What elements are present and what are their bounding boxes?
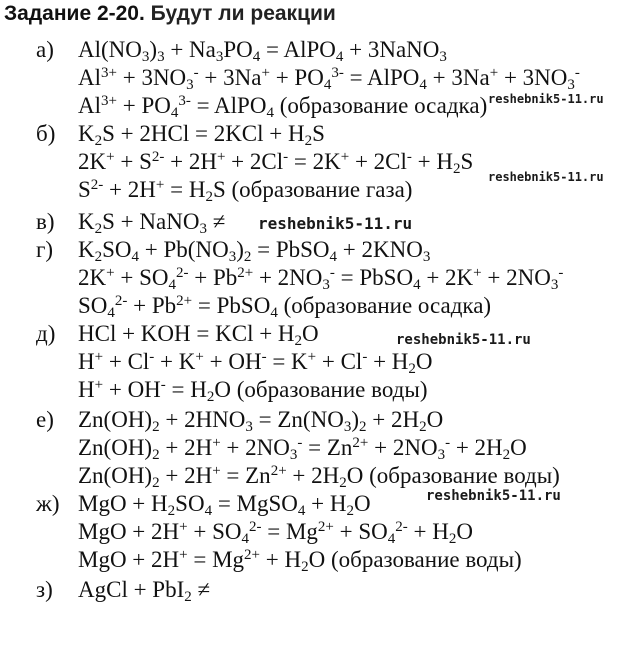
note-water: (образование воды) <box>369 463 560 488</box>
equation-zh-short-ionic: MgO + $2H^+ = Mg^{2+} + H_2O$ (образование воды) <box>78 547 522 575</box>
equation-a-full-ionic: $Al^{3+} + 3NO_3^- + 3Na^+ + PO_4^{3-}$ = AlPO$_4$ + $3Na^+ + 3NO_3^-$ <box>78 65 580 93</box>
task-title: Задание 2-20. Будут ли реакции <box>4 2 336 25</box>
equation-d-short-ionic: $H^+ + OH^- = H_2O$ (образование воды) <box>78 377 428 405</box>
equation-b-short-ionic: $S^{2-} + 2H^+ = H_2S$ (образование газа) <box>78 177 413 205</box>
equation-zh-molecular: MgO + $H_2SO_4$ = MgSO$_4$ + $H_2O$ <box>78 491 371 519</box>
section-label-a: а) <box>36 37 54 62</box>
equation-g-full-ionic: $2K^+ + SO_4^{2-} + Pb^{2+} + 2NO_3^-$ = PbSO$_4$ + $2K^+ + 2NO_3^-$ <box>78 265 564 293</box>
note-water: (образование воды) <box>236 377 428 402</box>
equation-zh-full-ionic: MgO + $2H^+ + SO_4^{2-} = Mg^{2+} + SO_4^{2-} + H_2O$ <box>78 519 473 547</box>
section-label-d: д) <box>36 321 56 346</box>
equation-a-molecular: $Al(NO_3)_3 + Na_3PO_4$ = AlPO$_4$ + 3NaNO$_3$ <box>78 37 447 65</box>
section-label-zh: ж) <box>36 491 60 516</box>
note-gas: (образование газа) <box>231 177 413 202</box>
equation-a-short-ionic: $Al^{3+} + PO_4^{3-}$ = AlPO$_4$ (образование осадка) <box>78 93 488 121</box>
note-water: (образование воды) <box>330 547 522 572</box>
equation-d-full-ionic: $H^+ + Cl^- + K^+ + OH^- = K^+ + Cl^- + H_2O$ <box>78 349 433 377</box>
equation-e-full-ionic: $Zn(OH)_2 + 2H^+ + 2NO_3^- = Zn^{2+} + 2NO_3^- + 2H_2O$ <box>78 435 527 463</box>
equation-b-full-ionic: $2K^+ + S^{2-} + 2H^+ + 2Cl^- = 2K^+ + 2Cl^- + H_2S$ <box>78 149 474 177</box>
section-label-g: г) <box>36 237 54 262</box>
equation-v-molecular: $K_2S$ + NaNO$_3$ ≠ <box>78 209 226 237</box>
equation-b-molecular: $K_2S + 2HCl = 2KCl + H_2S$ <box>78 121 325 149</box>
section-label-e: е) <box>36 407 54 432</box>
watermark: reshebnik5-11.ru <box>488 92 604 106</box>
watermark: reshebnik5-11.ru <box>426 488 561 504</box>
equation-e-molecular: $Zn(OH)_2 + 2HNO_3 = Zn(NO_3)_2 + 2H_2O$ <box>78 407 444 435</box>
equation-z-molecular: AgCl + PbI$_2$ ≠ <box>78 577 211 605</box>
note-precipitate: (образование осадка) <box>279 93 488 118</box>
watermark: reshebnik5-11.ru <box>488 170 604 184</box>
section-label-v: в) <box>36 209 55 234</box>
equation-d-molecular: HCl + KOH = KCl + $H_2O$ <box>78 321 319 349</box>
section-label-b: б) <box>36 121 56 146</box>
watermark: reshebnik5-11.ru <box>258 214 413 233</box>
equation-e-short-ionic: $Zn(OH)_2 + 2H^+ = Zn^{2+} + 2H_2O$ (образование воды) <box>78 463 560 491</box>
section-label-z: з) <box>36 577 53 602</box>
note-precipitate: (образование осадка) <box>283 293 492 318</box>
equation-g-short-ionic: $SO_4^{2-} + Pb^{2+}$ = PbSO$_4$ (образование осадка) <box>78 293 492 321</box>
watermark: reshebnik5-11.ru <box>396 332 531 348</box>
task-number: Задание 2-20. <box>4 2 145 25</box>
equation-g-molecular: $K_2SO_4 + Pb(NO_3)_2$ = PbSO$_4$ + $2KNO_3$ <box>78 237 431 265</box>
